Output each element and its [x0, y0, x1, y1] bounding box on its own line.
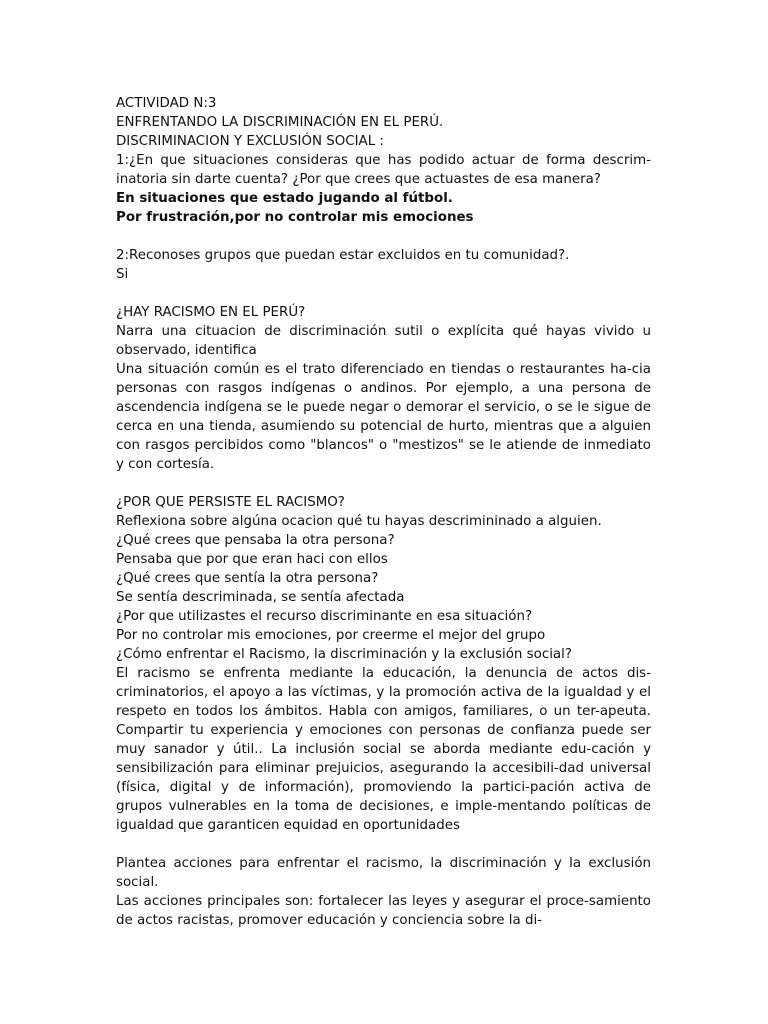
section-3-answer: Las acciones principales son: fortalecer las leyes y asegurar el proce-samiento de actos racistas, promover educación y conciencia sobre la di- [116, 894, 651, 928]
document-page [116, 94, 651, 930]
section-2-line: Por no controlar mis emociones, por creerme el mejor del grupo [116, 628, 546, 643]
answer-1-line-1: En situaciones que estado jugando al fútbol. [116, 191, 453, 206]
paragraph-gap [116, 474, 651, 493]
section-2-answer: El racismo se enfrenta mediante la educación, la denuncia de actos dis-criminatorios, el apoyo a las víctimas, y la promoción activa de la igualdad y el respeto en todos los ámbitos. Habla con amigos, familiares, o un ter-apeuta. Compartir tu experiencia y emociones con personas de confianza puede ser muy sanador y útil.. La inclusión social se aborda mediante edu-cación y sensibilización para eliminar prejuicios, asegurando la accesibili-dad universal (física, digital y de información), promoviendo la partici-pación activa de grupos vulnerables en la toma de decisiones, e imple-mentando políticas de igualdad que garanticen equidad en oportunidades [116, 666, 651, 833]
activity-number: ACTIVIDAD N:3 [116, 96, 217, 111]
section-1-heading: ¿HAY RACISMO EN EL PERÚ? [116, 305, 306, 320]
paragraph-gap [116, 284, 651, 303]
paragraph-gap [116, 835, 651, 854]
section-2-line: ¿Qué crees que pensaba la otra persona? [116, 533, 395, 548]
answer-2: Si [116, 267, 129, 282]
section-2-line: ¿Cómo enfrentar el Racismo, la discriminación y la exclusión social? [116, 647, 572, 662]
question-1: 1:¿En que situaciones consideras que has podido actuar de forma descrim-inatoria sin darte cuenta? ¿Por que crees que actuastes de esa manera? [116, 153, 651, 187]
answer-1-line-2: Por frustración,por no controlar mis emociones [116, 210, 474, 225]
section-2-line: ¿Qué crees que sentía la otra persona? [116, 571, 379, 586]
document-subtitle: DISCRIMINACION Y EXCLUSIÓN SOCIAL : [116, 134, 384, 149]
question-2: 2:Reconoses grupos que puedan estar excluidos en tu comunidad?. [116, 248, 570, 263]
section-2-line: Reflexiona sobre algúna ocacion qué tu hayas descrimininado a alguien. [116, 514, 602, 529]
document-title: ENFRENTANDO LA DISCRIMINACIÓN EN EL PERÚ. [116, 115, 444, 130]
section-2-line: ¿Por que utilizastes el recurso discriminante en esa situación? [116, 609, 533, 624]
section-2-line: Pensaba que por que eran haci con ellos [116, 552, 388, 567]
section-1-answer: Una situación común es el trato diferenciado en tiendas o restaurantes ha-cia personas con rasgos indígenas o andinos. Por ejemplo, a una persona de ascendencia indígena se le puede negar o demorar el servicio, o se le sigue de cerca en una tienda, asumiendo su potencial de hurto, mientras que a alguien con rasgos percibidos como "blancos" o "mestizos" se le atiende de inmediato y con cortesía. [116, 362, 651, 472]
section-1-prompt: Narra una cituacion de discriminación sutil o explícita qué hayas vivido u observado, identifica [116, 324, 651, 358]
section-2-line: Se sentía descriminada, se sentía afectada [116, 590, 405, 605]
section-3-prompt: Plantea acciones para enfrentar el racismo, la discriminación y la exclusión social. [116, 856, 651, 890]
section-2-heading: ¿POR QUE PERSISTE EL RACISMO? [116, 495, 345, 510]
paragraph-gap [116, 227, 651, 246]
